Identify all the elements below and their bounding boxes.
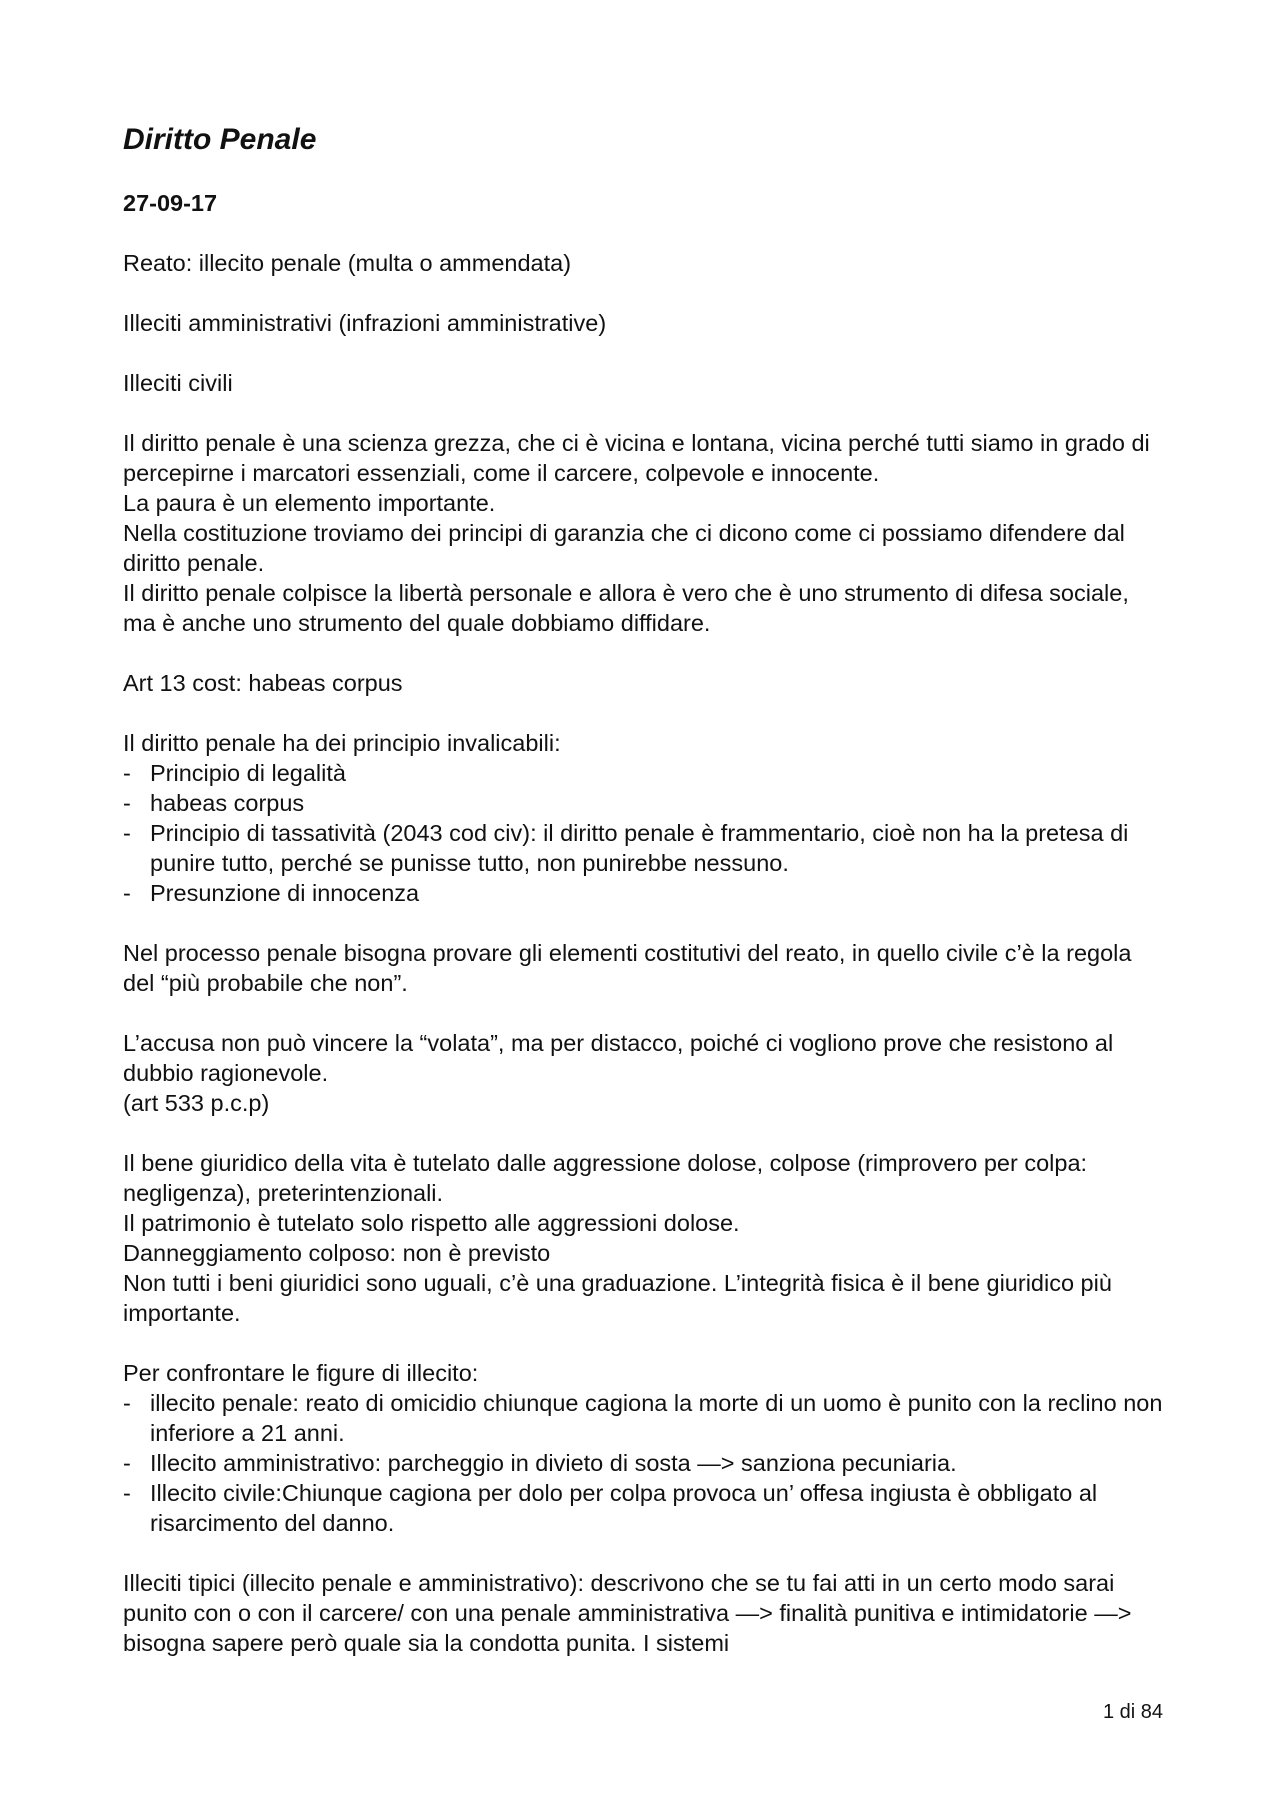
paragraph-processo-penale: Nel processo penale bisogna provare gli elementi costitutivi del reato, in quello civile c’è la regola del “più probabile che non”. (123, 940, 1132, 996)
paragraph-diritto-penale-intro (123, 428, 1163, 638)
paragraph-illeciti-tipici: Illeciti tipici (illecito penale e amministrativo): descrivono che se tu fai atti in un certo modo sarai punito con o con il carcere/ con una penale amministrativa —> finalità punitiva e intimidatorie —> bisogna sapere però quale sia la condotta punita. I sistemi (123, 1570, 1132, 1656)
text-line: (art 533 p.c.p) (123, 1090, 270, 1116)
comparison-list (123, 1388, 1163, 1538)
paragraph-art-13: Art 13 cost: habeas corpus (123, 670, 403, 696)
text-line: L’accusa non può vincere la “volata”, ma per distacco, poiché ci vogliono prove che resistono al dubbio ragionevole. (123, 1030, 1114, 1086)
list-item: - Illecito amministrativo: parcheggio in divieto di sosta —> sanziona pecuniaria. (123, 1448, 1163, 1478)
text-line: Non tutti i beni giuridici sono uguali, c’è una graduazione. L’integrità fisica è il bene giuridico più importante. (123, 1270, 1112, 1326)
paragraph-illeciti-civili: Illeciti civili (123, 370, 233, 396)
list-item: - Illecito civile:Chiunque cagiona per dolo per colpa provoca un’ offesa ingiusta è obbligato al risarcimento del danno. (123, 1478, 1163, 1538)
text-line: Il diritto penale è una scienza grezza, che ci è vicina e lontana, vicina perché tutti siamo in grado di percepirne i marcatori essenziali, come il carcere, colpevole e innocente. (123, 430, 1150, 486)
illecito-comparison-section (123, 1358, 1163, 1538)
paragraph-reato: Reato: illecito penale (multa o ammendata) (123, 250, 572, 276)
paragraph-illeciti-amministrativi: Illeciti amministrativi (infrazioni amministrative) (123, 310, 607, 336)
document-body (123, 122, 1163, 1658)
list-item: - illecito penale: reato di omicidio chiunque cagiona la morte di un uomo è punito con la reclino non inferiore a 21 anni. (123, 1388, 1163, 1448)
principles-intro: Il diritto penale ha dei principio invalicabili: (123, 730, 561, 756)
comparison-intro: Per confrontare le figure di illecito: (123, 1360, 479, 1386)
paragraph-bene-giuridico (123, 1148, 1163, 1328)
list-item: - habeas corpus (123, 788, 1163, 818)
list-item: - Principio di tassatività (2043 cod civ): il diritto penale è frammentario, cioè non ha la pretesa di punire tutto, perché se punisse tutto, non punirebbe nessuno. (123, 818, 1163, 878)
text-line: Il patrimonio è tutelato solo rispetto alle aggressioni dolose. (123, 1210, 740, 1236)
text-line: Nella costituzione troviamo dei principi di garanzia che ci dicono come ci possiamo difendere dal diritto penale. (123, 520, 1125, 576)
text-line: Il bene giuridico della vita è tutelato dalle aggressione dolose, colpose (rimprovero per colpa: negligenza), preterintenzionali. (123, 1150, 1088, 1206)
principles-list (123, 758, 1163, 908)
list-item: - Principio di legalità (123, 758, 1163, 788)
document-title: Diritto Penale (123, 123, 317, 156)
text-line: Danneggiamento colposo: non è previsto (123, 1240, 551, 1266)
list-item: - Presunzione di innocenza (123, 878, 1163, 908)
principles-section (123, 728, 1163, 908)
paragraph-accusa (123, 1028, 1163, 1118)
text-line: La paura è un elemento importante. (123, 490, 496, 516)
page-number: 1 di 84 (1102, 1701, 1163, 1723)
lecture-date: 27-09-17 (123, 190, 218, 216)
text-line: Il diritto penale colpisce la libertà personale e allora è vero che è uno strumento di difesa sociale, ma è anche uno strumento del quale dobbiamo diffidare. (123, 580, 1129, 636)
